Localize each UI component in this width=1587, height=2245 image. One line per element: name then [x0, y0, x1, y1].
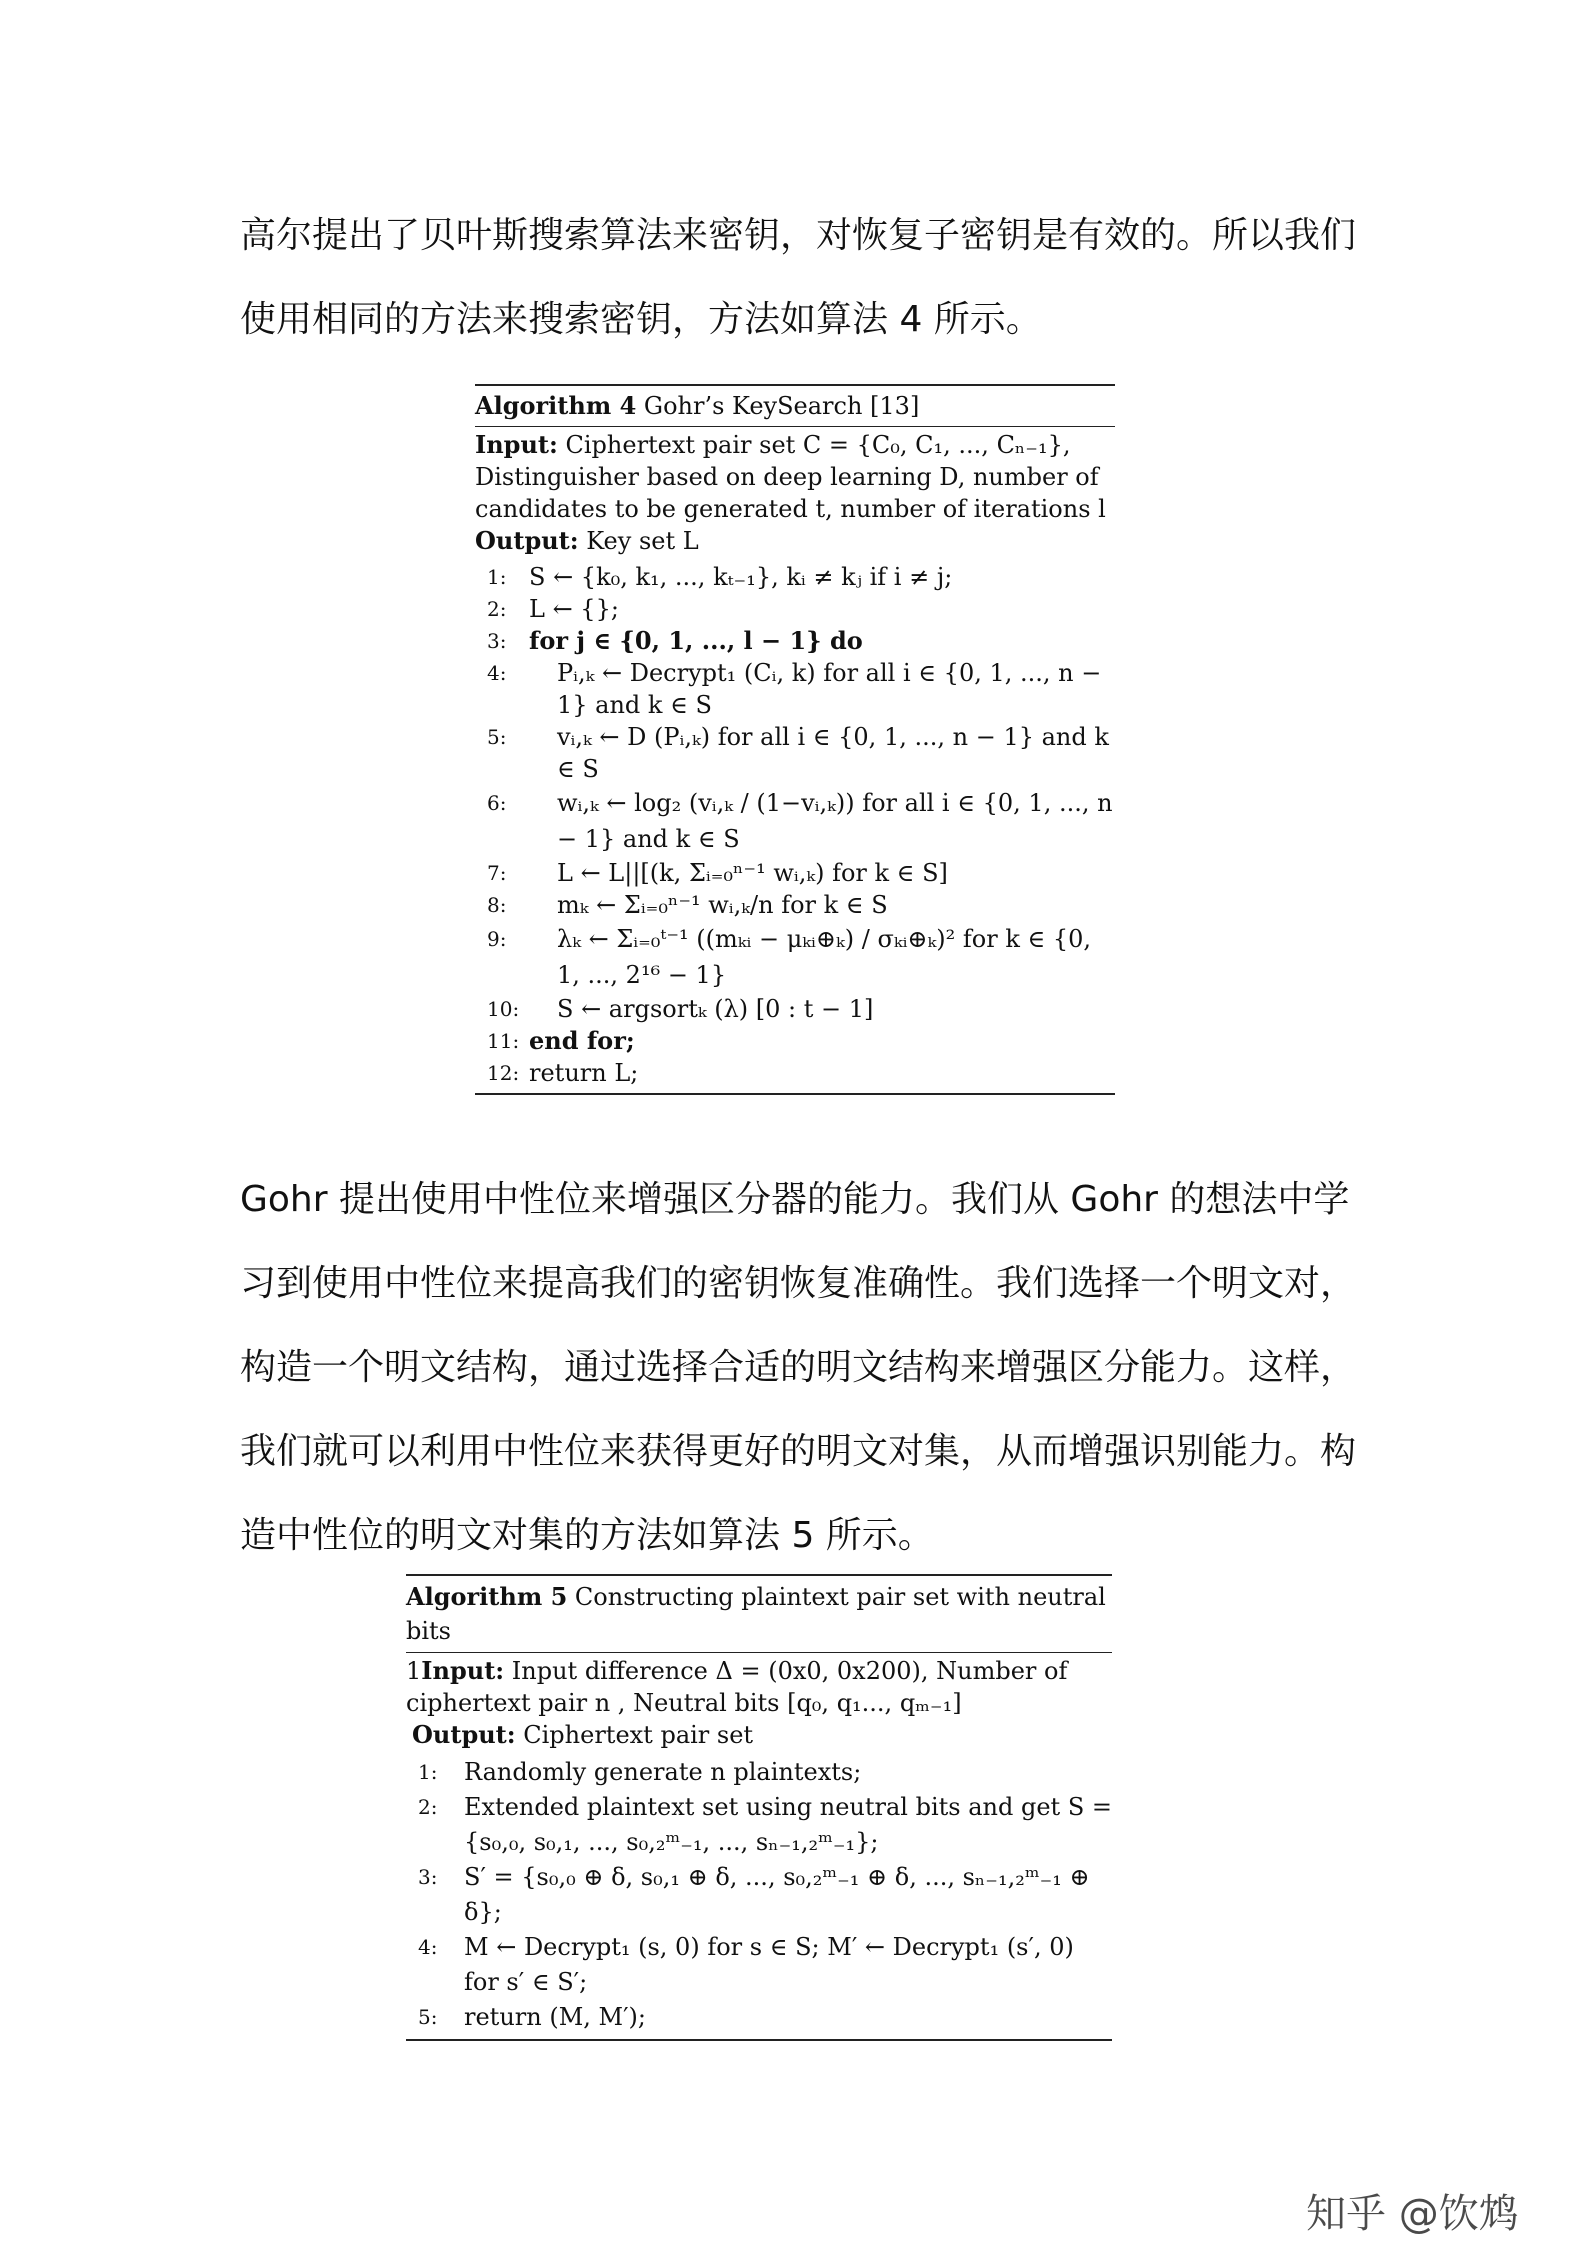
step-line: 10: S ← argsortₖ (λ) [0 : t − 1] [487, 995, 874, 1023]
algorithm-5-box [406, 1574, 1112, 2041]
algorithm-5-steps [406, 1755, 1112, 2039]
algorithm-5-io [406, 1653, 1112, 1751]
input-spec: Input: Ciphertext pair set C = {C₀, C₁, ..., Cₙ₋₁}, Distinguisher based on deep learning D, number of candidates to be generated t, number of iterations l [475, 430, 1106, 523]
step-line: 6: wᵢ,ₖ ← log₂ (vᵢ,ₖ / (1−vᵢ,ₖ)) for all i ∈ {0, 1, ..., n − 1} and k ∈ S [487, 789, 1113, 853]
step-line: 3: for j ∈ {0, 1, ..., l − 1} do [487, 626, 863, 655]
step-line: 5: return (M, M′); [418, 2003, 647, 2031]
step-line: 4: Pᵢ,ₖ ← Decrypt₁ (Cᵢ, k) for all i ∈ {0, 1, ..., n − 1} and k ∈ S [487, 659, 1102, 719]
step-line: 2: L ← {}; [487, 595, 619, 623]
algorithm-4-io [475, 427, 1115, 557]
algorithm-4-box [475, 384, 1115, 1095]
step-line: 7: L ← L||[(k, Σᵢ₌₀ⁿ⁻¹ wᵢ,ₖ) for k ∈ S] [487, 859, 948, 887]
algorithm-4-title: Algorithm 4 Gohr’s KeySearch [13] [475, 391, 920, 420]
algorithm-4-steps [475, 561, 1115, 1093]
step-line: 11: end for; [487, 1026, 635, 1055]
step-line: 1: S ← {k₀, k₁, ..., kₜ₋₁}, kᵢ ≠ kⱼ if i ≠ j; [487, 563, 953, 591]
step-line: 1: Randomly generate n plaintexts; [418, 1758, 862, 1786]
step-line: 8: mₖ ← Σᵢ₌₀ⁿ⁻¹ wᵢ,ₖ/n for k ∈ S [487, 891, 888, 919]
input-spec: 1Input: Input difference Δ = (0x0, 0x200), Number of ciphertext pair n , Neutral bits [q₀, q₁..., qₘ₋₁] [406, 1656, 1068, 1717]
neutral-bits-paragraph: Gohr 提出使用中性位来增强区分器的能力。我们从 Gohr 的想法中学习到使用中性位来提高我们的密钥恢复准确性。我们选择一个明文对，构造一个明文结构，通过选择合适的明文结构来增强区分能力。这样，我们就可以利用中性位来获得更好的明文对集，从而增强识别能力。构造中性位的明文对集的方法如算法 5 所示。 [240, 1179, 1357, 1556]
step-line: 3: S′ = {s₀,₀ ⊕ δ, s₀,₁ ⊕ δ, ..., s₀,₂ᵐ₋₁ ⊕ δ, ..., sₙ₋₁,₂ᵐ₋₁ ⊕ δ}; [418, 1863, 1090, 1926]
bottom-rule [475, 1093, 1115, 1095]
algorithm-5-title: Algorithm 5 Constructing plaintext pair set with neutral bits [406, 1582, 1106, 1645]
output-spec: Output: Ciphertext pair set [412, 1720, 754, 1749]
step-line: 2: Extended plaintext set using neutral bits and get S = {s₀,₀, s₀,₁, ..., s₀,₂ᵐ₋₁, ..., sₙ₋₁,₂ᵐ₋₁}; [418, 1793, 1112, 1856]
step-line: 4: M ← Decrypt₁ (s, 0) for s ∈ S; M′ ← Decrypt₁ (s′, 0) for s′ ∈ S′; [418, 1933, 1074, 1996]
watermark: 知乎 @饮鸩 [1306, 2191, 1519, 2237]
intro-paragraph: 高尔提出了贝叶斯搜索算法来密钥，对恢复子密钥是有效的。所以我们使用相同的方法来搜索密钥，方法如算法 4 所示。 [240, 215, 1357, 340]
bottom-rule [406, 2039, 1112, 2041]
output-spec: Output: Key set L [475, 526, 699, 555]
step-line: 9: λₖ ← Σᵢ₌₀ᵗ⁻¹ ((mₖᵢ − μₖᵢ⊕ₖ) / σₖᵢ⊕ₖ)² for k ∈ {0, 1, ..., 2¹⁶ − 1} [487, 925, 1092, 989]
step-line: 12: return L; [487, 1059, 639, 1087]
step-line: 5: vᵢ,ₖ ← D (Pᵢ,ₖ) for all i ∈ {0, 1, ..., n − 1} and k ∈ S [487, 723, 1109, 783]
